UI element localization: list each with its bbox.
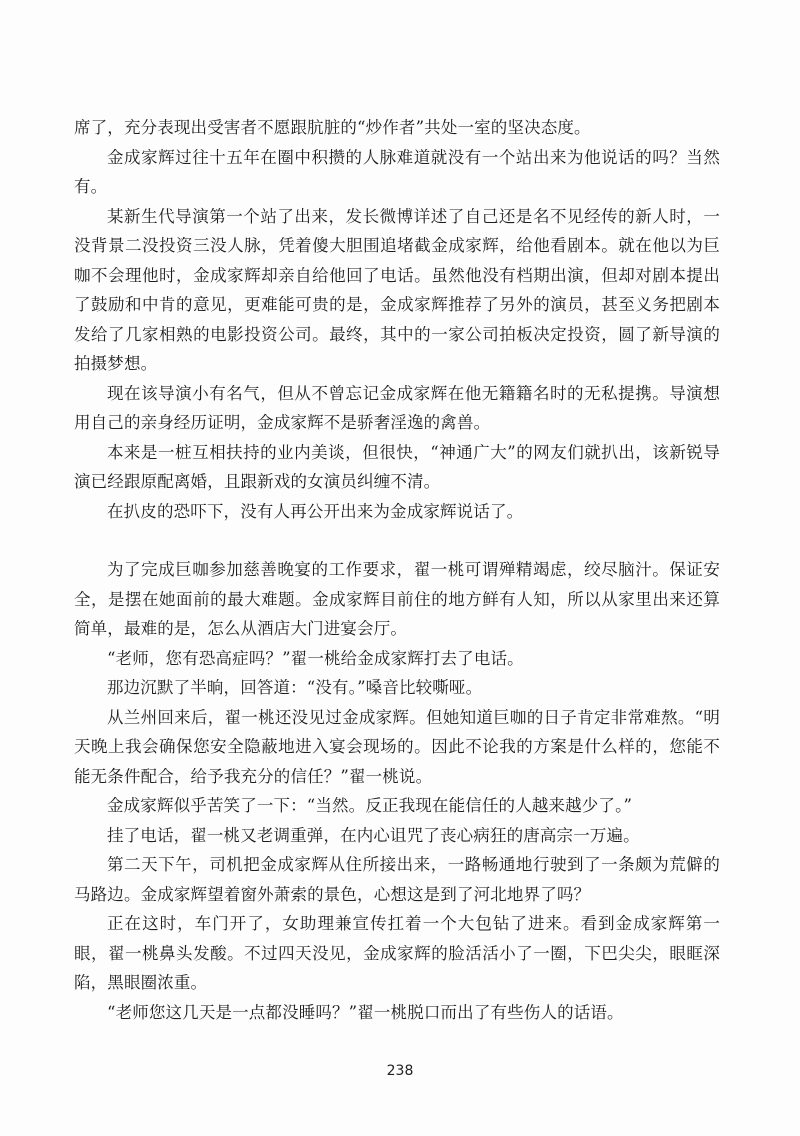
section-break bbox=[74, 526, 720, 555]
paragraph: 金成家辉过往十五年在圈中积攒的人脉难道就没有一个站出来为他说话的吗？当然有。 bbox=[74, 147, 720, 196]
paragraph: 那边沉默了半晌，回答道：“没有。”嗓音比较嘶哑。 bbox=[107, 678, 483, 697]
paragraph: 正在这时，车门开了，女助理兼宣传扛着一个大包钻了进来。看到金成家辉第一眼，翟一桃鼻头发酸。不过四天没见，金成家辉的脸活活小了一圈，下巴尖尖，眼眶深陷，黑眼圈浓重。 bbox=[74, 914, 720, 992]
paragraph: 第二天下午，司机把金成家辉从住所接出来，一路畅通地行驶到了一条颇为荒僻的马路边。金成家辉望着窗外萧索的景色，心想这是到了河北地界了吗？ bbox=[74, 855, 720, 904]
paragraph: “老师，您有恐高症吗？”翟一桃给金成家辉打去了电话。 bbox=[107, 648, 524, 668]
paragraph: 某新生代导演第一个站了出来，发长微博详述了自己还是名不见经传的新人时，一没背景二没投资三没人脉，凭着傻大胆围追堵截金成家辉，给他看剧本。就在他以为巨咖不会理他时，金成家辉却亲自给他回了电话。虽然他没有档期出演，但却对剧本提出了鼓励和中肯的意见，更难能可贵的是，金成家辉推荐了另外的演员，甚至义务把剧本发给了几家相熟的电影投资公司。最终，其中的一家公司拍板决定投资，圆了新导演的拍摄梦想。 bbox=[74, 206, 720, 373]
paragraph: 本来是一桩互相扶持的业内美谈，但很快，“神通广大”的网友们就扒出，该新锐导演已经跟原配离婚，且跟新戏的女演员纠缠不清。 bbox=[74, 442, 720, 491]
paragraph: 挂了电话，翟一桃又老调重弹，在内心诅咒了丧心病狂的唐高宗一万遍。 bbox=[107, 825, 640, 845]
paragraph: 现在该导演小有名气，但从不曾忘记金成家辉在他无籍籍名时的无私提携。导演想用自己的亲身经历证明，金成家辉不是骄奢淫逸的禽兽。 bbox=[74, 383, 720, 432]
paragraph: 席了，充分表现出受害者不愿跟肮脏的“炒作者”共处一室的坚决态度。 bbox=[74, 118, 591, 137]
paragraph: 在扒皮的恐吓下，没有人再公开出来为金成家辉说话了。 bbox=[107, 501, 524, 521]
text-section-1 bbox=[74, 113, 720, 526]
text-section-2 bbox=[74, 555, 720, 1027]
paragraph: 为了完成巨咖参加慈善晚宴的工作要求，翟一桃可谓殚精竭虑，绞尽脑汁。保证安全，是摆在她面前的最大难题。金成家辉目前住的地方鲜有人知，所以从家里出来还算简单，最难的是，怎么从酒店大门进宴会厅。 bbox=[74, 560, 720, 638]
paragraph: 金成家辉似乎苦笑了一下：“当然。反正我现在能信任的人越来越少了。” bbox=[107, 796, 633, 815]
paragraph: 从兰州回来后，翟一桃还没见过金成家辉。但她知道巨咖的日子肯定非常难熬。“明天晚上我会确保您安全隐蔽地进入宴会现场的。因此不论我的方案是什么样的，您能不能无条件配合，给予我充分的信任？”翟一桃说。 bbox=[74, 707, 720, 786]
page-number: 238 bbox=[386, 1063, 414, 1079]
paragraph: “老师您这几天是一点都没睡吗？”翟一桃脱口而出了有些伤人的话语。 bbox=[107, 1002, 624, 1022]
body-text bbox=[74, 113, 720, 1027]
